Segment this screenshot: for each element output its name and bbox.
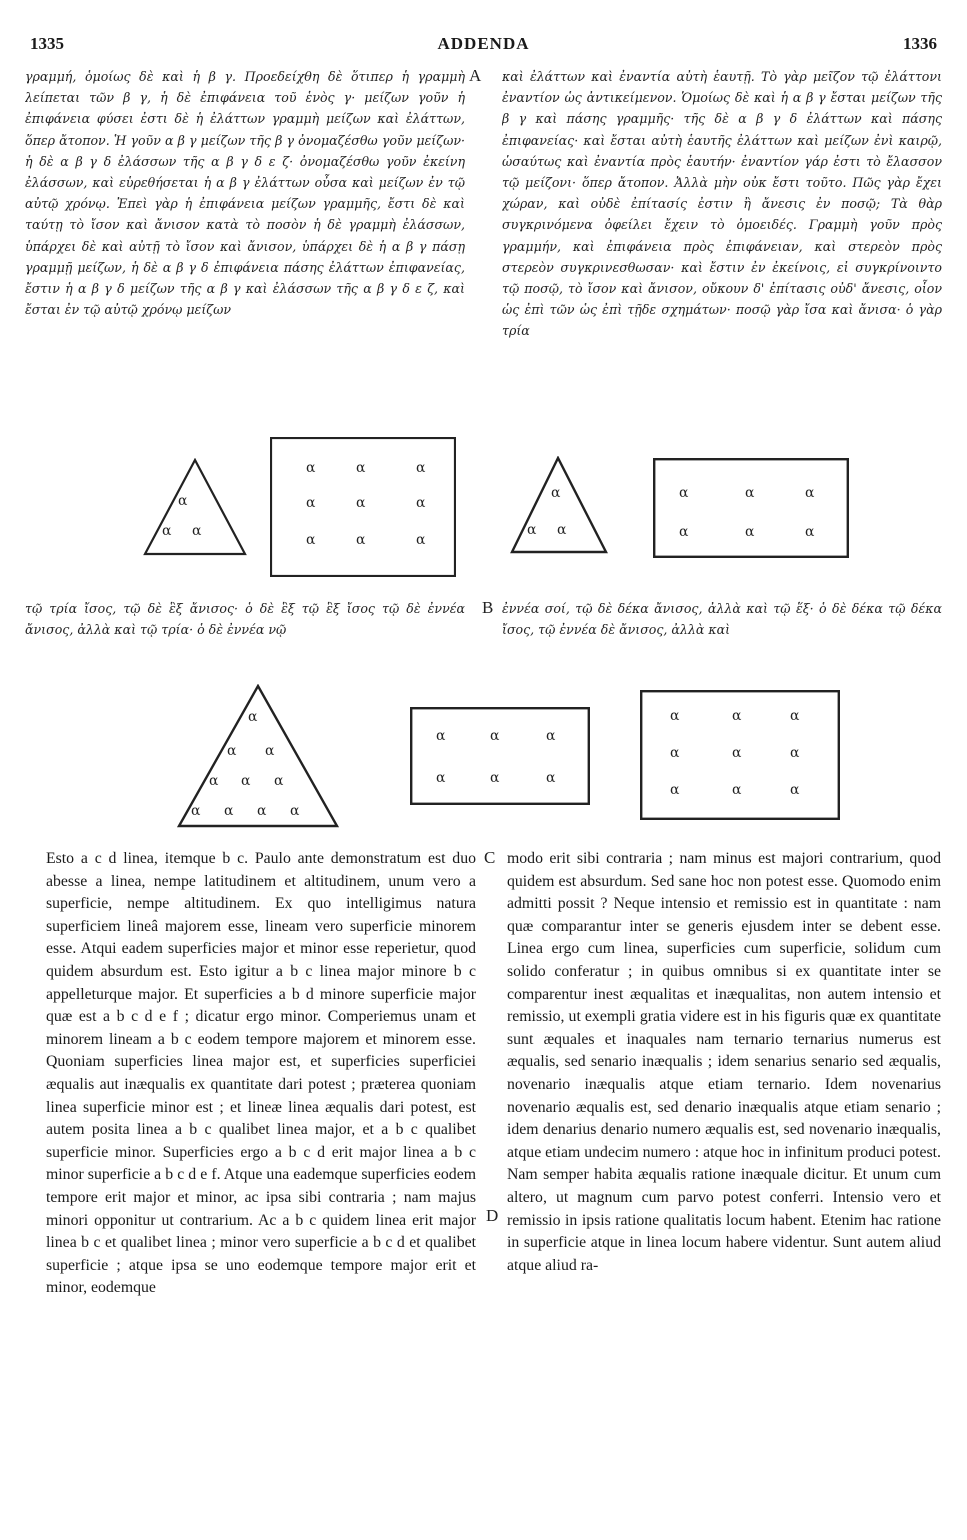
page-number-left: 1335 xyxy=(30,34,64,53)
alpha-mark: α xyxy=(546,770,556,786)
greek-paragraph: ἐννέα σοί, τῷ δὲ δέκα ἄνισος, ἀλλὰ καὶ τῷ ἕξ· ὁ δὲ δέκα τῷ δέκα ἴσος, τῷ ἐννέα δὲ ἄνισος, ἀλλὰ καὶ xyxy=(502,601,942,638)
figure-triangle-ten xyxy=(177,684,339,828)
margin-letter-a: A xyxy=(469,66,482,85)
figure-rectangle-nine xyxy=(270,437,456,577)
figure-rectangle-six xyxy=(653,458,849,558)
alpha-mark: α xyxy=(546,728,556,744)
alpha-mark: α xyxy=(416,460,426,476)
alpha-mark: α xyxy=(670,708,680,724)
alpha-mark: α xyxy=(356,532,366,548)
alpha-mark: α xyxy=(670,782,680,798)
alpha-mark: α xyxy=(248,709,258,725)
alpha-mark: α xyxy=(224,803,234,819)
alpha-mark: α xyxy=(551,485,561,501)
alpha-mark: α xyxy=(670,745,680,761)
greek-column-left-top xyxy=(25,66,465,428)
margin-letter-c: C xyxy=(484,848,496,867)
alpha-mark: α xyxy=(557,522,567,538)
alpha-mark: α xyxy=(745,524,755,540)
alpha-mark: α xyxy=(745,485,755,501)
alpha-mark: α xyxy=(416,495,426,511)
alpha-mark: α xyxy=(732,708,742,724)
running-title: ADDENDA xyxy=(437,34,530,53)
latin-column-left xyxy=(46,848,476,1498)
alpha-mark: α xyxy=(436,728,446,744)
alpha-mark: α xyxy=(191,803,201,819)
alpha-mark: α xyxy=(790,708,800,724)
page-number-right: 1336 xyxy=(903,34,937,53)
alpha-mark: α xyxy=(290,803,300,819)
margin-letter-b: B xyxy=(482,598,494,617)
greek-paragraph: καὶ ἐλάττων καὶ ἐναντία αὐτὴ ἑαυτῇ. Τὸ γὰρ μεῖζον τῷ ἐλάττονι ἐναντίον ὡς ἀντικείμενον. Ὁμοίως δὲ καὶ ἡ α β γ ἔσται μείζων τῆς β γ καὶ πάσης γραμμῆς· τῆς δὲ α β γ δ ἐλάττων καὶ πάσης ἐπιφανείας· καὶ ἔσται αὐτὴ ἑαυτῆς ἐλάττων καὶ μείζων ἐνὶ καιρῷ, ὡσαύτως καὶ ἐναντία πρὸς ἑαυτήν· ἐναντίον γάρ ἐστι τὸ ἔλασσον τῷ μείζονι· ὅπερ ἄτοπον. Ἀλλὰ μὴν οὐκ ἔστι τοῦτο. Πῶς γὰρ ἔχει χώραν, καὶ οὐδὲ ἐπίτασίς ἐστιν ἢ ἄνεσις ἐν ποσῷ; Τὰ θὰρ συγκρινόμενα ὀφείλει ἔχειν τὸ ὁμοειδές. Γραμμὴ γοῦν πρὸς γραμμήν, καὶ ἐπιφάνεια πρὸς ἐπιφάνειαν, καὶ στερεὸν πρὸς στερεὸν συγκρινεσθωσαν· καὶ ἔστιν ἐν ἐκείνοις, εἰ συγκρίνοιντο τῷ ποσῷ, τὸ ἴσον καὶ ἄνισον, οὔκουν δ' ἐπίτασις οὐδ' ἄνεσις, οἷον ὡς ἐπὶ τῶν ὡς ἐπὶ τῇδε σχημάτων· ποσῷ γὰρ ἴσα καὶ ἄνισα· ὁ γὰρ τρία xyxy=(502,69,942,339)
alpha-mark: α xyxy=(790,782,800,798)
alpha-mark: α xyxy=(306,532,316,548)
alpha-mark: α xyxy=(227,743,237,759)
alpha-mark: α xyxy=(490,728,500,744)
alpha-mark: α xyxy=(679,524,689,540)
greek-column-right-middle xyxy=(502,598,942,646)
alpha-mark: α xyxy=(527,522,537,538)
alpha-mark: α xyxy=(805,485,815,501)
alpha-mark: α xyxy=(209,773,219,789)
alpha-mark: α xyxy=(436,770,446,786)
alpha-mark: α xyxy=(805,524,815,540)
alpha-mark: α xyxy=(356,495,366,511)
alpha-mark: α xyxy=(192,523,202,539)
figure-triangle-three-b xyxy=(510,456,610,556)
margin-letter-d: D xyxy=(486,1206,499,1225)
alpha-mark: α xyxy=(306,460,316,476)
alpha-mark: α xyxy=(162,523,172,539)
alpha-mark: α xyxy=(241,773,251,789)
greek-paragraph: τῷ τρία ἴσος, τῷ δὲ ἓξ ἄνισος· ὁ δὲ ἓξ τῷ ἓξ ἴσος τῷ δὲ ἐννέα ἄνισος, ἀλλὰ καὶ τῷ τρία· ὁ δὲ ἐννέα νῷ xyxy=(25,601,465,638)
alpha-mark: α xyxy=(306,495,316,511)
running-header xyxy=(30,34,937,58)
alpha-mark: α xyxy=(679,485,689,501)
alpha-mark: α xyxy=(178,493,188,509)
greek-paragraph: γραμμή, ὁμοίως δὲ καὶ ἡ β γ. Προεδείχθη δὲ ὅτιπερ ἡ γραμμὴ λείπεται τῶν β γ, ἡ δὲ ἐπιφάνεια τοῦ ἑνὸς γ· μείζων γοῦν ἡ ἐπιφάνεια φύσει ἐστι δὲ ἡ ἐλάττων γραμμὴ μείζων καὶ ἐλάττων, ὅπερ ἄτοπον. Ἡ γοῦν α β γ μείζων τῆς β γ ὀνομαζέσθω γοῦν μείζων· ἡ δὲ α β γ δ ἐλάσσων τῆς α β γ δ ε ζ· ὀνομαζέσθω γοῦν ἐκείνη ἐλάσσων, καὶ εὑρεθήσεται ἡ α β γ ἐλάττων οὖσα καὶ μείζων ἐν τῷ αὐτῷ χρόνῳ. Ἐπεὶ γὰρ ἡ ἐπιφάνεια μείζων γραμμῆς, ἔστι δὲ καὶ ταύτῃ τὸ ἴσον καὶ ἄνισον κατὰ τὸ ποσὸν ἡ δὲ γραμμὴ ἐλάσσων, ὑπάρχει δὲ καὶ αὐτῇ τὸ ἴσον καὶ ἄνισον, ὑπάρχει δὲ ἡ α β γ πάσῃ γραμμῇ μείζων, ἡ δὲ α β γ δ ἐπιφάνεια πάσης ἐλάττων ἐπιφανείας, ἔστιν ἡ α β γ δ μείζων τῆς α β γ καὶ ἐλάσσων τῆς α β γ δ ε ζ, καὶ ἔσται ἐν τῷ αὐτῷ χρόνῳ μείζων xyxy=(25,69,465,318)
alpha-mark: α xyxy=(732,782,742,798)
alpha-mark: α xyxy=(416,532,426,548)
alpha-mark: α xyxy=(274,773,284,789)
alpha-mark: α xyxy=(356,460,366,476)
latin-column-right xyxy=(507,848,941,1498)
latin-paragraph: Esto a c d linea, itemque b c. Paulo ante demonstratum est duo abesse a linea, nempe latitudinem et altitudinem, unum vero a superficie, nempe altitudinem. Ex quo intelligimus natura superficiem lineâ majorem esse, lineam vero superficie minorem esse. Atqui eadem superficies major et minor esse reperietur, quod quidem absurdum est. Esto igitur a b c linea major minore b c appelleturque major. Et superficies a b d minore superficie major quæ est a b c d e f ; dicatur ergo minor. Comperiemus unam et minorem lineam a b c eodem tempore majorem et minorem esse. Quoniam superficies linea major est, et superficies superficiei æqualis aut inæqualis ex quantitate dari potest ; præterea quoniam linea superficie minor est ; et lineæ linea æqualis dari potest, est autem posita linea a b c qualibet linea major, et a b c qualibet superficie minor. Superficies ergo a b c d erit major linea a b c minor superficie a b c d e f. Atque una eademque superficies eodem tempore erit major et minor, ac ipsa sibi contraria ; nam majus minori opponitur ut contrarium. Ac a b c quidem linea erit major linea b c et qualibet linea ; minor vero superficie a b c d et qualibet superficie ; atque ipsa se uno eodemque tempore major erit et minor, eodemque xyxy=(46,850,476,1297)
greek-column-right-top xyxy=(502,66,942,428)
alpha-mark: α xyxy=(490,770,500,786)
alpha-mark: α xyxy=(790,745,800,761)
figure-rectangle-six-b xyxy=(410,707,590,805)
alpha-mark: α xyxy=(265,743,275,759)
figure-triangle-three xyxy=(143,458,247,556)
greek-column-left-middle xyxy=(25,598,465,646)
alpha-mark: α xyxy=(732,745,742,761)
latin-paragraph: modo erit sibi contraria ; nam minus est majori contrarium, quod quidem est absurdum. Sed sane hoc non potest esse. Quomodo enim admitti possit ? Neque intensio et remissio est in quantitate : nam quæ comparantur inter se generis ejusdem inter se debent esse. Linea ergo cum linea, superficies cum superficie, solidum cum solido conferatur ; in quibus omnibus si ex quantitate inter se comparentur inest æqualitas et inæqualitas, non autem intensio et remissio, ut exempli gratia videre est in his figuris quæ ex quantitate sunt æquales et inaquales nam ternario ternarius numerus est æqualis, sed senario inæqualis ; idem senarius senario sed æqualis, novenario inæqualis atque etiam ternario. Idem novenarius novenario æqualis est, sed denario inæqualis atque etiam senario ; idem denarius denario numero æqualis est, sed novenario inæqualis, atque etiam undecim numero : atque hoc in infinitum produci potest. Nam semper habita æqualis ratione inæquale dicitur. Et unum cum altero, ut magnum cum parvo potest conferri. Intensio vero et remissio in ipsis ratione qualitatis locum habent. Etenim hac ratione in superficie atque in linea locum habere videntur. Sunt autem aliud atque aliud ra- xyxy=(507,850,941,1274)
alpha-mark: α xyxy=(257,803,267,819)
figure-rectangle-nine-b xyxy=(640,690,840,820)
